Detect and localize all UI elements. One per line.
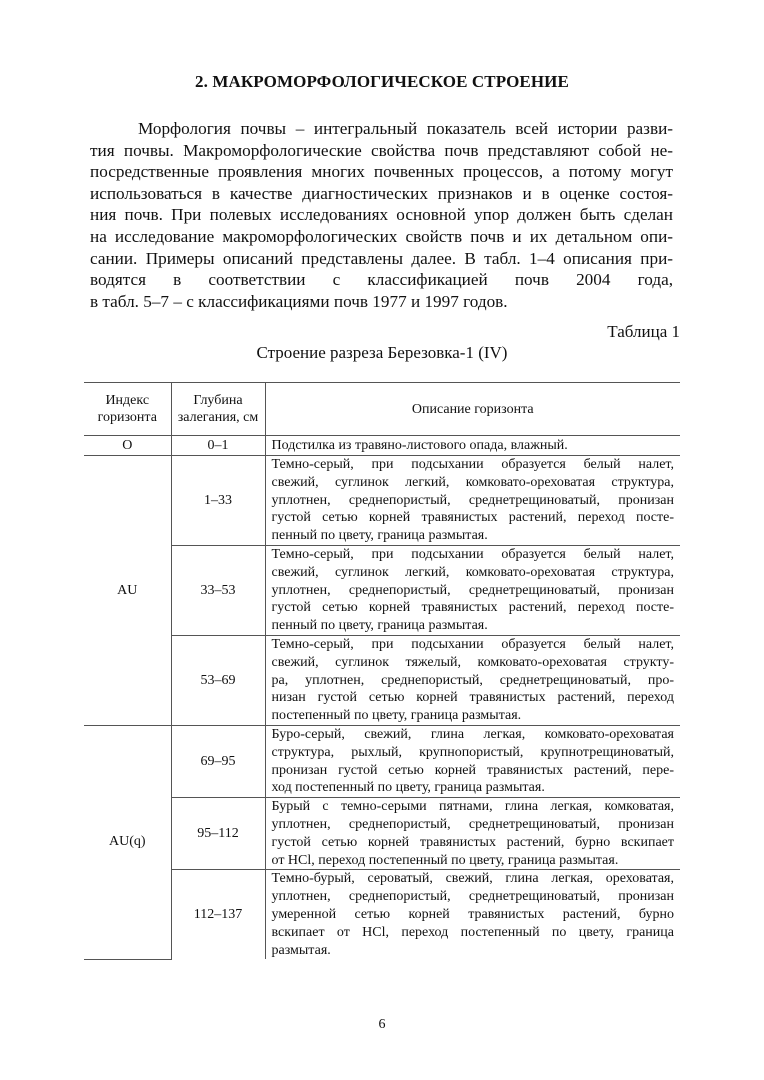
intro-paragraph <box>90 118 673 312</box>
paragraph-line: использоваться в качестве диагностических признаков и в оценке состоя- <box>90 183 673 203</box>
horizon-description <box>265 798 680 870</box>
paragraph-line: на исследование макроморфологических свойств почв и их детальном опи- <box>90 226 673 246</box>
table-row <box>84 870 680 959</box>
table-row <box>84 635 680 725</box>
section-heading: 2. МАКРОМОРФОЛОГИЧЕСКОЕ СТРОЕНИЕ <box>195 72 569 91</box>
description-line: уплотнен, среднепористый, среднетрещиноватый, пронизан <box>271 816 674 832</box>
horizon-description <box>265 456 680 546</box>
horizon-description <box>265 725 680 797</box>
description-line: ра, уплотнен, среднепористый, среднетрещиноватый, про- <box>271 672 674 688</box>
description-line: Темно-серый, при подсыхании образуется белый налет, <box>271 457 674 472</box>
header-description: Описание горизонта <box>265 383 680 436</box>
description-line: ход постепенный по цвету, граница размытая. <box>271 780 545 796</box>
description-line: уплотнен, среднепористый, среднетрещиноватый, пронизан <box>271 582 674 598</box>
horizon-description <box>265 436 680 456</box>
table-row <box>84 798 680 870</box>
table-row <box>84 725 680 797</box>
horizon-description <box>265 870 680 959</box>
horizon-depth: 112–137 <box>171 870 265 959</box>
description-line: постепенный по цвету, граница размытая. <box>271 708 522 724</box>
description-line: свежий, суглинок легкий, комковато-ореховатая структура, <box>271 474 674 490</box>
description-line: густой сетью корней травянистых растений, бурно вскипает <box>271 834 674 850</box>
table-row <box>84 545 680 635</box>
table-header-row <box>84 383 680 436</box>
description-line: низан густой сетью корней травянистых растений, переход <box>271 690 674 706</box>
description-line: пенный по цвету, граница размытая. <box>271 528 488 544</box>
table-label: Таблица 1 <box>607 322 680 341</box>
description-line: структура, рыхлый, крупнопористый, крупнотрещиноватый, <box>271 744 674 760</box>
description-line: свежий, суглинок легкий, комковато-ореховатая структура, <box>271 564 674 580</box>
horizon-depth: 53–69 <box>171 635 265 725</box>
description-line: густой сетью корней травянистых растений, переход посте- <box>271 510 674 526</box>
description-line: Бурый с темно-серыми пятнами, глина легкая, комковатая, <box>271 799 674 815</box>
horizon-index: AU(q) <box>84 725 171 959</box>
horizon-depth: 0–1 <box>171 436 265 456</box>
description-line: от HCl, переход постепенный по цвету, граница размытая. <box>271 852 619 868</box>
horizon-depth: 33–53 <box>171 545 265 635</box>
description-line: уплотнен, среднепористый, среднетрещиноватый, пронизан <box>271 492 674 508</box>
horizon-index: AU <box>84 456 171 726</box>
description-line: свежий, суглинок тяжелый, комковато-ореховатая структу- <box>271 654 674 670</box>
horizon-description <box>265 635 680 725</box>
table-caption: Строение разреза Березовка-1 (IV) <box>256 343 508 362</box>
horizon-depth: 95–112 <box>171 798 265 870</box>
description-line: Темно-серый, при подсыхании образуется белый налет, <box>271 636 674 652</box>
horizon-index: O <box>84 436 171 456</box>
paragraph-line: в табл. 5–7 – с классификациями почв 1977 и 1997 годов. <box>90 291 508 311</box>
description-line: густой сетью корней травянистых растений, переход посте- <box>271 600 674 616</box>
paragraph-line: тия почвы. Макроморфологические свойства почв представляют собой не- <box>90 140 673 160</box>
table-row <box>84 436 680 456</box>
horizon-depth: 69–95 <box>171 725 265 797</box>
paragraph-line: посредственные проявления многих почвенных процессов, а потому могут <box>90 162 673 182</box>
table-row <box>84 456 680 546</box>
paragraph-line: водятся в соответствии с классификацией почв 2004 года, <box>90 270 673 290</box>
description-line: Темно-бурый, сероватый, свежий, глина легкая, ореховатая, <box>271 871 674 887</box>
description-line: Буро-серый, свежий, глина легкая, комковато-ореховатая <box>271 726 674 742</box>
header-depth: Глубина залегания, см <box>171 383 265 436</box>
horizon-depth: 1–33 <box>171 456 265 546</box>
paragraph-line: Морфология почвы – интегральный показатель всей истории разви- <box>138 119 673 138</box>
description-line: Темно-серый, при подсыхании образуется белый налет, <box>271 546 674 562</box>
header-horizon-index: Индекс горизонта <box>84 383 171 436</box>
description-line: умеренной сетью корней травянистых растений, бурно <box>271 906 674 922</box>
soil-profile-table <box>84 382 680 960</box>
description-line: Подстилка из травяно-листового опада, влажный. <box>271 437 568 453</box>
horizon-description <box>265 545 680 635</box>
description-line: вскипает от HCl, переход постепенный по цвету, граница <box>271 924 674 940</box>
page-number: 6 <box>378 1017 386 1032</box>
paragraph-line: ния почв. При полевых исследованиях основной упор должен быть сделан <box>90 205 673 225</box>
description-line: размытая. <box>271 942 331 958</box>
paragraph-line: сании. Примеры описаний представлены далее. В табл. 1–4 описания при- <box>90 248 673 268</box>
description-line: уплотнен, среднепористый, среднетрещиноватый, пронизан <box>271 889 674 905</box>
description-line: пенный по цвету, граница размытая. <box>271 618 488 634</box>
description-line: пронизан густой сетью корней травянистых растений, пере- <box>271 762 674 778</box>
